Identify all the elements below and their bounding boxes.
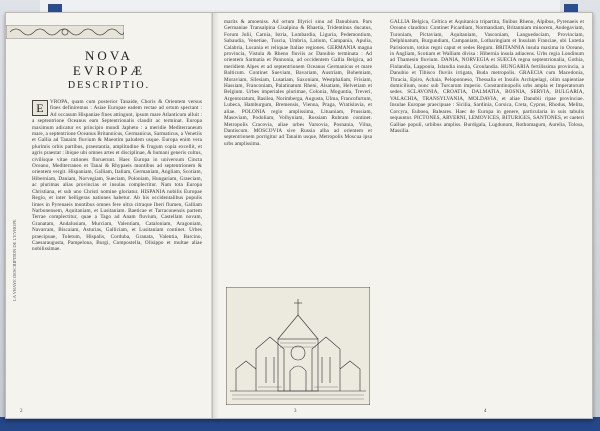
left-page [6, 13, 213, 418]
doc-title-line1: NOVA [85, 48, 133, 63]
folio-left: 2 [20, 409, 23, 414]
doc-title-line2: EVROPÆ [72, 63, 146, 78]
side-note [10, 133, 20, 303]
right-page [384, 13, 590, 418]
folio-middle: 3 [294, 409, 297, 414]
left-body-paragraph: VROPA, quam cum posterior Tanaide, Choris & Orientem versus fines definiremus : Asiae Europae eadem rectae ad ortum spectant : Ad occasum Hispaniae fines attingunt, ipsum mare Atlanticum alluit : a septentrione Oceanus eam Septentrionalis claudit ac terminat. Europa maximum adicatur ex principio mundi Japheto : a meridie Mediterraneum mare, a septentrione Oceanus Britannicus, Germanicus, Sarmaticus, a Venetiis et Gallia ad Tanaim fluvium & Maeotim paludem usque. Europa enim vera plurimis orbis partibus, praestantia, amplitudine & frugum copia excellit, et agris praestat : ibique ubi omnes artes et disciplinae, & humani generis cultus, civilisque vitae rationes floruerunt. Haec Europa in universum Cincta Oceano, Mediterraneo et Tanai & Rhypaeis montibus ad septentrionem & orientem vergit. Hispaniam, Galliam, Italiam, Germaniam, Angliam, Scotiam, Hiberniam, Daniam, Norvegiam, Sueciam, Poloniam, Hungariam, Graeciam, ac plurimas alias provincias et insulas complectitur. Nam tota Europa Christiana, et sub uno Christi nomine gloriatur. HISPANIA nobilis Europae Regio, et inter belligeras nationes habetur. Ab his occidentalibus populis limes in Pyrenaeis montibus omnes fere ultra citraque Iberi flumen, Galliam Narbonensem, Aquitaniam, et Lusitaniam. Baeticae et Tarraconensis partem Terrae complectitur, quae a Tago ad Anam fluvium, Castellam novam, Granatam, Andalusiam, Murciam, Valentiam, Cataloniam, Aragoniam, Navarram, Biscaiam, Asturias, Galliciam, et Lusitaniam continet. Urbes praecipuae, Toletum, Hispalis, Corduba, Granata, Valentia, Barcino, Caesaraugusta, Pampelona, Burgi, Compostella, Olisippo et multae aliae nobilissimae. [32, 99, 202, 253]
binding-base [0, 417, 600, 431]
dropcap: E [32, 100, 48, 116]
right-body-text: GALLIA Belgica, Celtica et Aquitanica tripartita, finibus Rheno, Alpibus, Pyrenaeis et Oceano clauditur. Continet Picardiam, Normandiam, Britanniam minorem, Andegaviam, Turoniam, Pictaviam, Aquitaniam, Vasconiam, Languedociam, Provinciam, Delphinatum, Burgundiam, Campaniam, Lotharingiam et Insulam Franciae, ubi Lutetia Parisiorum, totius regni caput et sedes Regum. BRITANNIA insula maxima in Oceano, in Angliam, Scotiam et Walliam divisa : Hibernia insula adiacens. Urbs regia Londinum ad Thamesin fluvium. DANIA, NORVEGIA et SUECIA regna septentrionalia, Gothia, Finlandia, Lapponia, Islandia insula, Gronlandia. HUNGARIA fertilissima provincia, a Danubio et Tibisco fluviis irrigata, Buda metropolis. GRAECIA cum Macedonia, Thracia, Epiro, Achaia, Peloponneso, Thessalia et Insulis Archipelagi, olim sapientiae domicilium, nunc sub Turcarum imperio. Constantinopolis urbs ampla et Imperatorum sedes. SCLAVONIA, CROATIA, DALMATIA, BOSNIA, SERVIA, BULGARIA, VALACHIA, TRANSYLVANIA, MOLDAVIA, et aliae Danubii ripae provinciae. Insulae Europae praecipuae : Sicilia, Sardinia, Corsica, Creta, Cyprus, Rhodus, Melita, Corcyra, Euboea, Baleares. Haec de Europa in genere, particularia in suis tabulis sequuntur. PICTONES, ARVERNI, LEMOVICES, BITURIGES, SANTONES, et caeteri Galliae populi, urbibus ampliss. Burdigala, Lugdunum, Rothomagum, Aurelia, Tolosa, Massilia. [390, 19, 584, 134]
folio-right: 4 [484, 409, 487, 414]
middle-page [218, 13, 378, 418]
doc-title-line3: DESCRIPTIO. [67, 80, 151, 91]
document-sheet [5, 12, 593, 419]
middle-body-text: marits & amoeniss. Ad ortum Illyrici sinu ad Danubium. Pars Germaniae Transalpina Cisalpina & Rhaetia, Tridentinus ducatus, Forum Julii, Carnia, Istria, Lombardia, Liguria, Pedemontium, Sabaudia, Venetiae, Tuscia, Umbria, Latium, Campania, Apulia, Calabria, Lucania et reliquae Italiae regiones. GERMANIA magna provincia, Vistula & Rheno fluviis ac Danubio terminata : Ad orientem Sarmatia et Pannonia, ad occidentem Gallia Belgica, ad meridiem Alpes et ad septentrionem Oceanus Germanicus et mare Balticum. Continet Sueviam, Bavariam, Austriam, Bohemiam, Moraviam, Silesiam, Lusatiam, Saxoniam, Westphaliam, Frisiam, Hassiam, Franconiam, Palatinatum Rheni, Alsatiam, Helvetiam et Belgium. Urbes imperiales plurimae, Colonia, Moguntia, Treveri, Argentoratum, Basilea, Norimberga, Augusta, Ulma, Francofurtum, Lubeca, Hamburgum, Bremensis, Vienna, Praga, Wratislavia, et aliae. POLONIA regio amplissima, Lituaniam, Prussiam, Masoviam, Podoliam, Volhyniam, Russiam Rubram continet. Metropolis Cracovia, aliae urbes Varsovia, Posnania, Vilna, Dantiscum. MOSCOVIA sive Russia alba ad orientem et septentrionem porrigitur ad Tanaim usque, Metropolis Moscua ipsa urbs amplissima. [224, 19, 372, 147]
left-body-text [32, 99, 202, 418]
side-note-text: LA VRAYE DESCRIPTION DE L'EVROPE [12, 219, 17, 301]
cathedral-woodcut-image [226, 287, 370, 405]
ornament-band [6, 25, 124, 39]
